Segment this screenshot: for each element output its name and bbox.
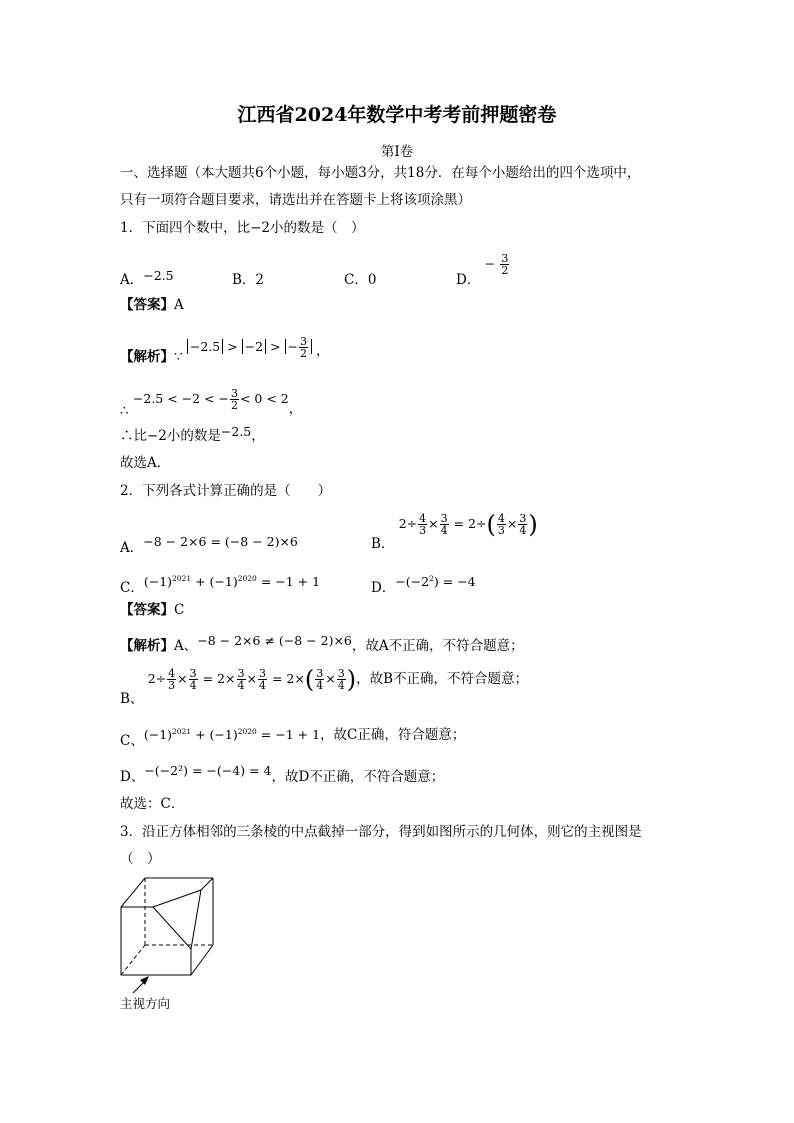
abs-expression: −2.5 > −2 > − $\frac{3}{2}$ <box>187 339 316 354</box>
because-symbol: ∵ <box>174 349 183 365</box>
q1-analysis-step2: ∴ −2.5 < −2 < − $\frac{3}{2}$ < 0 < 2， <box>120 387 303 419</box>
q2-analysis-b: B、 2÷ $\frac{4}{3}$ × $\frac{3}{4}$ = 2× $\frac{3}{4}$ × $\frac{3}{4}$ = 2×( $\frac{3}{4}$ × $\frac{3}{4}$ )，故B不正确，不符合题意； <box>120 665 528 707</box>
q1-conclusion: 故选A． <box>120 455 171 471</box>
q2-analysis-a: 【解析】A、−8 − 2×6 ≠ (−8 − 2)×6，故A不正确，不符合题意； <box>120 633 524 654</box>
q3-figure-caption: 主视方向 <box>120 996 171 1011</box>
q3-stem-bracket: （ ） <box>120 851 161 867</box>
q2-option-a: A．−8 − 2×6 = (−8 − 2)×6 <box>120 534 298 556</box>
q2-answer: 【答案】C <box>120 602 185 618</box>
analysis-tag: 【解析】 <box>120 349 174 365</box>
q2-analysis-d: D、−(−2²) = −(−4) = 4，故D不正确，不符合题意； <box>120 763 445 785</box>
q1-option-d <box>456 252 510 288</box>
q1-analysis-step1: 【解析】∵ −2.5 > −2 > − $\frac{3}{2}$ ， <box>120 335 330 365</box>
q1-option-d-label: D． <box>456 272 481 288</box>
q2-option-b-expression: 2÷ $\frac{4}{3}$ × $\frac{3}{4}$ = 2÷( $\frac{4}{3}$ × $\frac{3}{4}$ ) <box>398 510 538 539</box>
q2-option-c: C．$(-1)^{2021} + (-1)^{2020} = -1 + 1$ <box>120 573 321 596</box>
q1-option-a <box>120 268 174 288</box>
q1-answer <box>120 296 184 314</box>
inequality-chain: −2.5 < −2 < − $\frac{3}{2}$ < 0 < 2 <box>132 387 289 412</box>
q2-stem: 2．下列各式计算正确的是（ ） <box>120 483 332 499</box>
answer-tag: 【答案】 <box>120 297 174 313</box>
q1-stem: 1．下面四个数中，比−2小的数是（ ） <box>120 220 365 236</box>
q1-option-a-label: A． <box>120 272 144 288</box>
page-subtitle: 第I卷 <box>380 144 414 160</box>
q1-option-c: C．0 <box>344 272 377 288</box>
q2-option-b: B． 2÷ $\frac{4}{3}$ × $\frac{3}{4}$ = 2÷( $\frac{4}{3}$ × $\frac{3}{4}$ ) <box>371 510 538 552</box>
q1-option-b: B．2 <box>232 272 265 288</box>
q2-conclusion: 故选：C． <box>120 796 185 812</box>
q2-option-d: D．$-(-2^2) = -4$ <box>371 573 476 596</box>
q1-option-d-fraction: $\frac{3}{2}$ <box>501 252 509 277</box>
q2-analysis-c: C、$(-1)^{2021} + (-1)^{2020} = -1 + 1$，故C正确，符合题意； <box>120 727 466 750</box>
section-instructions-line-1: 一、选择题（本大题共6个小题，每小题3分，共18分．在每个小题给出的四个选项中， <box>120 165 641 181</box>
answer-value: A <box>174 297 184 313</box>
q3-stem: 3．沿正方体相邻的三条棱的中点截掉一部分，得到如图所示的几何体，则它的主视图是 <box>120 824 642 840</box>
q1-option-a-value: −2.5 <box>143 268 174 283</box>
q1-option-d-sign: − <box>484 256 496 271</box>
section-instructions-line-2: 只有一项符合题目要求，请选出并在答题卡上将该项涂黑） <box>120 192 471 208</box>
q2-analysis-b-expression: 2÷ $\frac{4}{3}$ × $\frac{3}{4}$ = 2× $\frac{3}{4}$ × $\frac{3}{4}$ = 2×( $\frac{3}{4}$ × $\frac{3}{4}$ ) <box>147 665 357 694</box>
therefore-symbol: ∴ <box>120 403 129 419</box>
page-title: 江西省2024年数学中考考前押题密卷 <box>237 104 557 126</box>
q1-analysis-step3: ∴比−2小的数是−2.5， <box>120 424 265 444</box>
